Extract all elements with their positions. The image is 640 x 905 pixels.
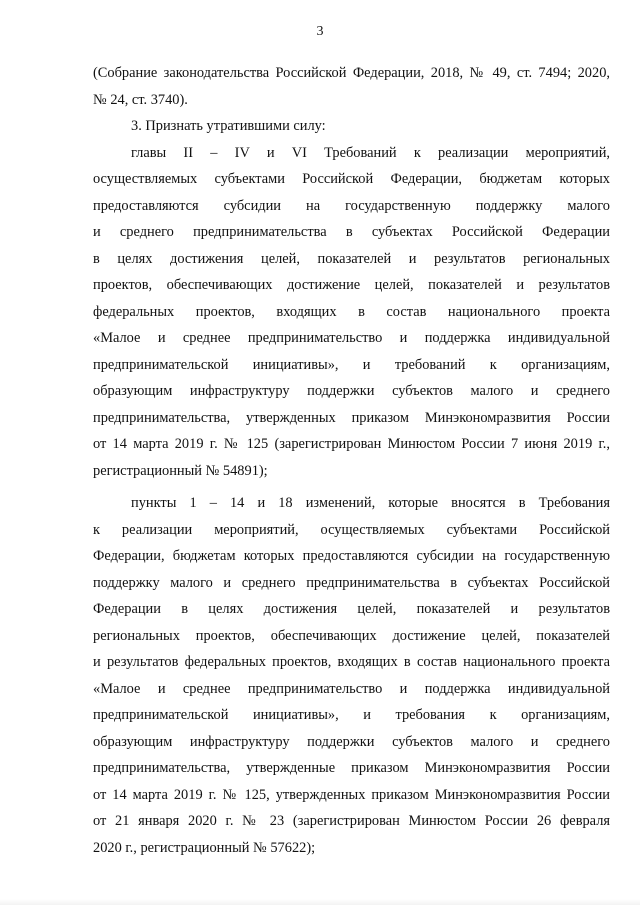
document-body [93, 60, 610, 861]
text-line: и результатов федеральных проектов, входящих в состав национального проекта [93, 654, 610, 670]
text-line: к реализации мероприятий, осуществляемых субъектами Российской [93, 521, 610, 538]
text-line: 3. Признать утратившими силу: [131, 118, 326, 134]
text-line: в целях достижения целей, показателей и результатов региональных [93, 250, 610, 267]
text-line: осуществляемых субъектами Российской Федерации, бюджетам которых [93, 171, 610, 187]
text-line: предпринимательства, утвержденные приказом Минэкономразвития России [93, 760, 610, 776]
text-line: пункты 1 – 14 и 18 изменений, которые вносятся в Требования [131, 495, 610, 511]
text-line: проектов, обеспечивающих достижение целей, показателей и результатов [93, 277, 610, 293]
text-line: «Малое и среднее предпринимательство и поддержка индивидуальной [93, 680, 610, 697]
text-line: от 21 января 2020 г. № 23 (зарегистрирован Минюстом России 26 февраля [93, 813, 610, 829]
text-line: федеральных проектов, входящих в состав национального проекта [93, 303, 610, 320]
text-line: предпринимательской инициативы», и требований к организациям, [93, 356, 610, 373]
paragraph-citation [93, 60, 610, 113]
text-line: «Малое и среднее предпринимательство и поддержка индивидуальной [93, 330, 610, 346]
text-line: региональных проектов, обеспечивающих достижение целей, показателей [93, 627, 610, 644]
text-line: поддержку малого и среднего предпринимательства в субъектах Российской [93, 574, 610, 591]
text-line: предпринимательской инициативы», и требования к организациям, [93, 707, 610, 723]
text-line: главы II – IV и VI Требований к реализации мероприятий, [131, 144, 610, 161]
text-line: 2020 г., регистрационный № 57622); [93, 839, 316, 856]
text-line: образующим инфраструктуру поддержки субъектов малого и среднего [93, 383, 610, 399]
text-line: от 14 марта 2019 г. № 125, утвержденных приказом Минэкономразвития России [93, 786, 610, 803]
text-line: от 14 марта 2019 г. № 125 (зарегистрирован Минюстом России 7 июня 2019 г., [93, 436, 610, 452]
text-line: предпринимательства, утвержденных приказом Минэкономразвития России [93, 409, 610, 426]
paragraph-points-repealed [93, 490, 610, 861]
text-line: Федерации, бюджетам которых предоставляются субсидии на государственную [93, 548, 610, 564]
paragraph-chapters-repealed [93, 140, 610, 485]
text-line: регистрационный № 54891); [93, 462, 268, 479]
text-line: образующим инфраструктуру поддержки субъектов малого и среднего [93, 733, 610, 750]
text-line: Федерации в целях достижения целей, показателей и результатов [93, 601, 610, 617]
text-line: № 24, ст. 3740). [93, 91, 188, 108]
page-number: 3 [316, 24, 324, 39]
text-line: (Собрание законодательства Российской Федерации, 2018, № 49, ст. 7494; 2020, [93, 65, 610, 81]
text-line: предоставляются субсидии на государственную поддержку малого [93, 197, 610, 214]
text-line: и среднего предпринимательства в субъектах Российской Федерации [93, 224, 610, 240]
paragraph-item-3 [93, 113, 610, 140]
scan-bottom-edge [0, 899, 640, 905]
